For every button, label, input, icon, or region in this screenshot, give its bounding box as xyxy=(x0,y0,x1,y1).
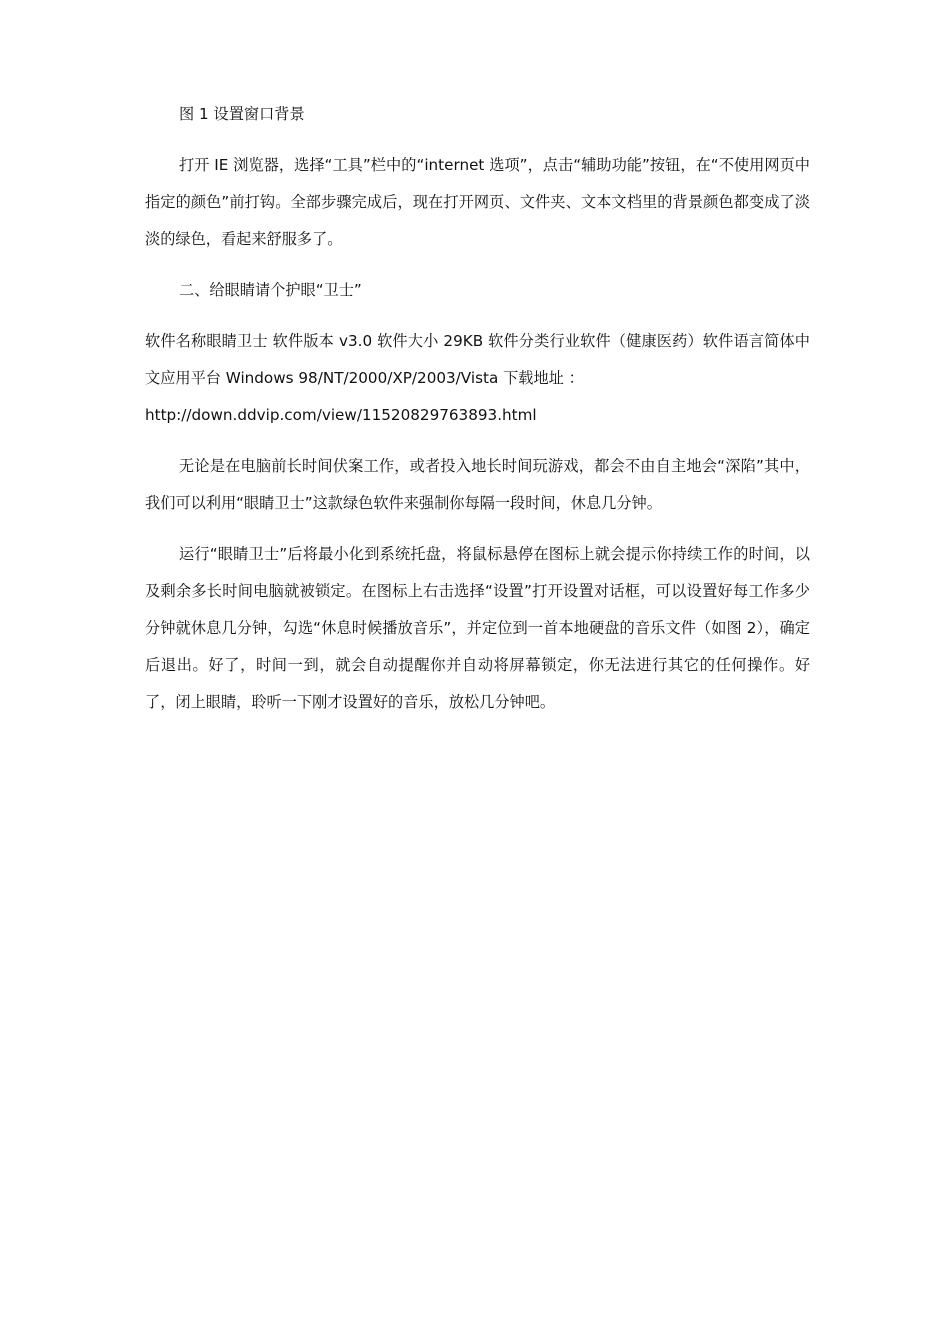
download-url: http://down.ddvip.com/view/11520829763893.html xyxy=(145,406,537,424)
software-info: 软件名称眼睛卫士 软件版本 v3.0 软件大小 29KB 软件分类行业软件（健康医药）软件语言简体中文应用平台 Windows 98/NT/2000/XP/2003/Vista 下载地址 ： xyxy=(145,332,810,387)
document-body xyxy=(145,96,810,721)
paragraph-intro: 无论是在电脑前长时间伏案工作，或者投入地长时间玩游戏，都会不由自主地会“深陷”其中，我们可以利用“眼睛卫士”这款绿色软件来强制你每隔一段时间，休息几分钟。 xyxy=(145,457,810,512)
section-heading: 二、给眼睛请个护眼“卫士” xyxy=(179,281,362,299)
paragraph-ie-settings: 打开 IE 浏览器，选择“工具”栏中的“internet 选项”，点击“辅助功能”按钮，在“不使用网页中指定的颜色”前打钩。全部步骤完成后，现在打开网页、文件夹、文本文档里的背景颜色都变成了淡淡的绿色，看起来舒服多了。 xyxy=(145,156,810,248)
paragraph-usage: 运行“眼睛卫士”后将最小化到系统托盘，将鼠标悬停在图标上就会提示你持续工作的时间，以及剩余多长时间电脑就被锁定。在图标上右击选择“设置”打开设置对话框，可以设置好每工作多少分钟就休息几分钟，勾选“休息时候播放音乐”，并定位到一首本地硬盘的音乐文件（如图 2），确定后退出。好了，时间一到，就会自动提醒你并自动将屏幕锁定，你无法进行其它的任何操作。好了，闭上眼睛，聆听一下刚才设置好的音乐，放松几分钟吧。 xyxy=(145,545,810,711)
figure-caption: 图 1 设置窗口背景 xyxy=(179,105,305,123)
